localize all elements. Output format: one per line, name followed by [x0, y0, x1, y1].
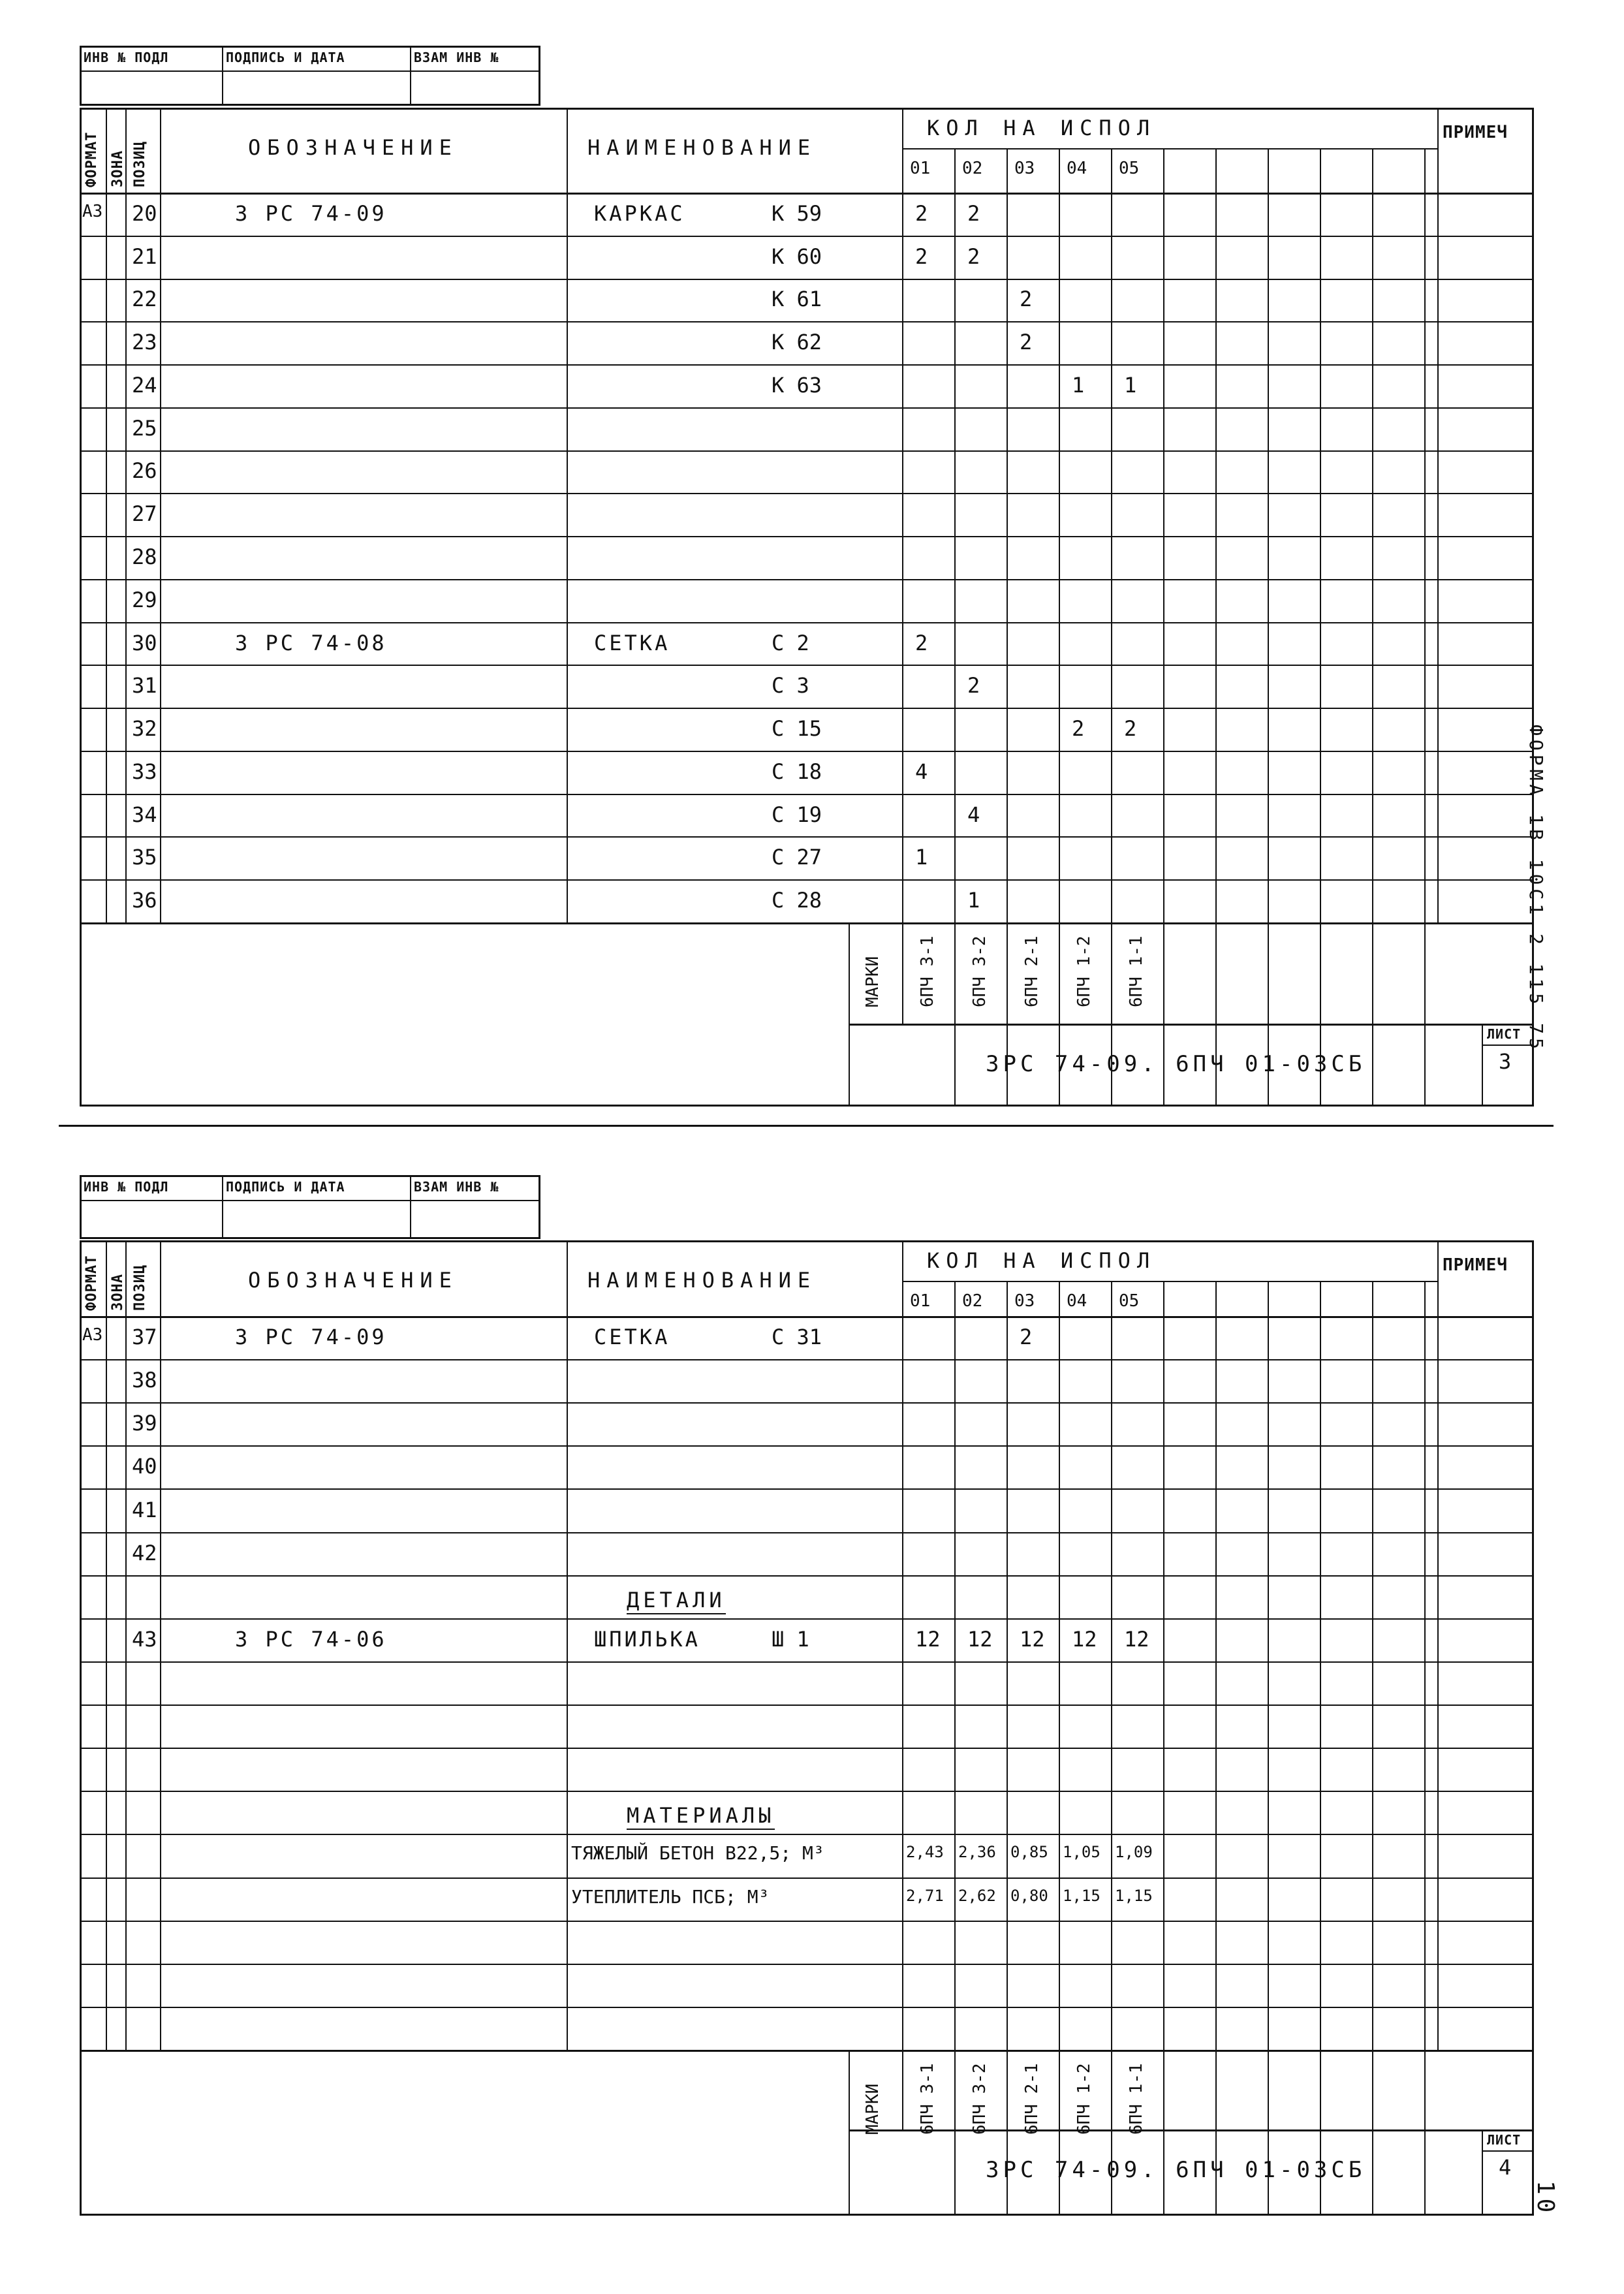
qty-cell: 2 — [1020, 1325, 1033, 1350]
header-name: НАИМЕНОВАНИЕ — [587, 135, 817, 160]
pos-cell: 28 — [132, 544, 157, 569]
marks-divider — [902, 922, 903, 1024]
qty-cell: 1 — [915, 845, 928, 870]
row-line — [80, 708, 1534, 709]
rows-bottom — [80, 922, 1534, 924]
stamp-col — [222, 46, 223, 106]
column-line — [902, 1240, 903, 2050]
qty-column-line — [1372, 148, 1373, 1107]
qty-cell: 12 — [1020, 1626, 1045, 1652]
exec-code: 03 — [1014, 1291, 1035, 1311]
mark-label: 6ПЧ 3-2 — [970, 935, 990, 1007]
pos-cell: 33 — [132, 759, 157, 784]
qty-cell: 1 — [967, 888, 980, 913]
qty-column-line — [1320, 148, 1321, 1107]
row-line — [80, 579, 1534, 580]
pos-cell: 27 — [132, 501, 157, 527]
pos-cell: 42 — [132, 1540, 157, 1565]
row-line — [80, 751, 1534, 752]
mark-label: 6ПЧ 3-2 — [970, 2063, 990, 2135]
qty-cell: 2 — [967, 673, 980, 699]
row-line — [80, 794, 1534, 795]
qty-column-line — [1268, 148, 1269, 1107]
qty-cell: 1 — [1124, 372, 1137, 398]
qty-cell: 2 — [1020, 287, 1033, 312]
sign-label: ПОДПИСЬ И ДАТА — [226, 1179, 345, 1195]
stamp-col — [410, 46, 411, 106]
qty-cell: 0,80 — [1010, 1886, 1048, 1905]
header-name: НАИМЕНОВАНИЕ — [587, 1268, 817, 1293]
designation-cell: 3 РС 74-08 — [235, 630, 387, 655]
mark-cell: С 15 — [772, 716, 822, 742]
mark-label: 6ПЧ 1-1 — [1127, 935, 1146, 1007]
sheet-number: 4 — [1499, 2155, 1512, 2180]
qty-cell: 2 — [1020, 330, 1033, 355]
name-cell: УТЕПЛИТЕЛЬ ПСБ; М³ — [571, 1885, 770, 1908]
row-line — [80, 536, 1534, 537]
section-title: МАТЕРИАЛЫ — [627, 1805, 775, 1830]
mark-cell: Ш 1 — [772, 1626, 809, 1652]
exec-code: 02 — [962, 1291, 983, 1311]
title-line — [849, 1024, 1534, 1026]
qty-cell: 2,43 — [906, 1843, 944, 1862]
qty-cell: 2 — [915, 630, 928, 655]
row-line — [80, 1359, 1534, 1360]
sheet-number: 3 — [1499, 1049, 1512, 1074]
mark-cell: К 61 — [772, 287, 822, 312]
qty-column-line — [954, 148, 956, 1107]
marks-label: МАРКИ — [863, 956, 882, 1007]
name-cell: ТЯЖЕЛЫЙ БЕТОН В22,5; М³ — [571, 1842, 824, 1864]
qty-cell: 2,62 — [958, 1886, 996, 1905]
column-line — [106, 108, 107, 922]
mark-cell: С 27 — [772, 845, 822, 870]
stamp-col — [410, 1175, 411, 1239]
page-number: 10 — [1532, 2180, 1559, 2217]
title-line — [849, 2129, 1534, 2131]
section-title: ДЕТАЛИ — [627, 1590, 726, 1614]
sheet-label: ЛИСТ — [1487, 2132, 1522, 2148]
qty-cell: 2 — [1072, 716, 1085, 742]
header-pos: ПОЗИЦ — [132, 140, 148, 187]
header-format: ФОРМАТ — [84, 131, 100, 187]
row-line — [80, 364, 1534, 366]
mark-label: 6ПЧ 2-1 — [1022, 2063, 1042, 2135]
qty-cell: 12 — [967, 1626, 993, 1652]
pos-cell: 38 — [132, 1368, 157, 1393]
pos-cell: 22 — [132, 287, 157, 312]
qty-column-line — [1059, 148, 1060, 1107]
rows-bottom — [80, 2050, 1534, 2052]
qty-cell: 2 — [915, 244, 928, 269]
sheet-cell-left — [1482, 2129, 1483, 2216]
column-line — [1437, 108, 1439, 922]
qty-cell: 2 — [915, 200, 928, 226]
header-pos: ПОЗИЦ — [132, 1264, 148, 1311]
name-cell: КАРКАС — [594, 200, 685, 226]
pos-cell: 30 — [132, 630, 157, 655]
mark-label: 6ПЧ 1-2 — [1074, 2063, 1094, 2135]
header-designation: ОБОЗНАЧЕНИЕ — [248, 135, 458, 160]
sheet-cell-left — [1482, 1024, 1483, 1107]
sheet-cell-split — [1482, 2150, 1534, 2152]
row-line — [80, 407, 1534, 409]
row-line — [80, 622, 1534, 623]
row-line — [80, 450, 1534, 452]
pos-cell: 32 — [132, 716, 157, 742]
qty-cell: 12 — [1124, 1626, 1149, 1652]
row-line — [80, 1791, 1534, 1792]
column-line — [125, 1240, 127, 2050]
column-line — [125, 108, 127, 922]
qty-header-split — [902, 1281, 1437, 1282]
column-line — [160, 108, 161, 922]
designation-cell: 3 РС 74-09 — [235, 1325, 387, 1350]
pos-cell: 29 — [132, 587, 157, 612]
qty-cell: 12 — [1072, 1626, 1097, 1652]
header-zone: ЗОНА — [110, 150, 126, 187]
qty-cell: 4 — [915, 759, 928, 784]
exec-code: 05 — [1119, 159, 1140, 178]
pos-cell: 31 — [132, 673, 157, 699]
header-qty: КОЛ НА ИСПОЛ — [927, 1248, 1157, 1273]
header-bottom — [80, 193, 1534, 195]
row-line — [80, 1661, 1534, 1663]
header-note: ПРИМЕЧ — [1443, 1255, 1508, 1275]
pos-cell: 40 — [132, 1454, 157, 1479]
exec-code: 03 — [1014, 159, 1035, 178]
column-line — [160, 1240, 161, 2050]
mark-cell: С 31 — [772, 1325, 822, 1350]
row-line — [80, 1445, 1534, 1447]
header-format: ФОРМАТ — [84, 1255, 100, 1311]
qty-cell: 2 — [1124, 716, 1137, 742]
mark-label: 6ПЧ 1-2 — [1074, 935, 1094, 1007]
row-line — [80, 2007, 1534, 2008]
exec-code: 01 — [910, 1291, 931, 1311]
sheet-separator — [59, 1125, 1554, 1127]
row-line — [80, 1532, 1534, 1533]
mark-cell: С 19 — [772, 802, 822, 827]
pos-cell: 34 — [132, 802, 157, 827]
name-cell: ШПИЛЬКА — [594, 1626, 700, 1652]
exec-code: 02 — [962, 159, 983, 178]
marks-left — [849, 2050, 850, 2216]
row-line — [80, 1575, 1534, 1577]
name-cell: СЕТКА — [594, 630, 670, 655]
qty-cell: 2 — [967, 200, 980, 226]
qty-column-line — [1163, 148, 1164, 1107]
marks-label: МАРКИ — [863, 2083, 882, 2135]
mark-label: 6ПЧ 2-1 — [1022, 935, 1042, 1007]
replace-label: ВЗАМ ИНВ № — [414, 50, 499, 65]
inv-label: ИНВ № ПОДЛ — [84, 1179, 169, 1195]
inv-label: ИНВ № ПОДЛ — [84, 50, 169, 65]
pos-cell: 20 — [132, 200, 157, 226]
spec-table — [80, 1240, 1534, 2216]
qty-cell: 2 — [967, 244, 980, 269]
exec-code: 04 — [1067, 1291, 1087, 1311]
row-line — [80, 1488, 1534, 1490]
mark-cell: К 63 — [772, 372, 822, 398]
pos-cell: 35 — [132, 845, 157, 870]
header-note: ПРИМЕЧ — [1443, 123, 1508, 142]
replace-label: ВЗАМ ИНВ № — [414, 1179, 499, 1195]
row-line — [80, 665, 1534, 666]
mark-label: 6ПЧ 3-1 — [918, 935, 937, 1007]
pos-cell: 23 — [132, 330, 157, 355]
row-line — [80, 1921, 1534, 1922]
mark-cell: К 62 — [772, 330, 822, 355]
qty-cell: 4 — [967, 802, 980, 827]
row-line — [80, 1878, 1534, 1879]
mark-cell: С 18 — [772, 759, 822, 784]
row-line — [80, 1618, 1534, 1620]
document-code: 3РС 74-09. 6ПЧ 01-03СБ — [986, 2157, 1366, 2183]
pos-cell: 36 — [132, 888, 157, 913]
row-line — [80, 493, 1534, 494]
pos-cell: 39 — [132, 1411, 157, 1436]
pos-cell: 26 — [132, 458, 157, 484]
column-line — [902, 108, 903, 922]
mark-cell: С 28 — [772, 888, 822, 913]
pos-cell: 25 — [132, 415, 157, 441]
qty-cell: 2,36 — [958, 1843, 996, 1862]
qty-cell: 1 — [1072, 372, 1085, 398]
qty-header-split — [902, 148, 1437, 149]
pos-cell: 43 — [132, 1626, 157, 1652]
mark-cell: С 3 — [772, 673, 809, 699]
header-qty: КОЛ НА ИСПОЛ — [927, 116, 1157, 140]
row-line — [80, 279, 1534, 280]
qty-cell: 0,85 — [1010, 1843, 1048, 1862]
qty-column-line — [1007, 148, 1008, 1107]
name-cell: СЕТКА — [594, 1325, 670, 1350]
row-line — [80, 1834, 1534, 1835]
header-bottom — [80, 1316, 1534, 1318]
pos-cell: 21 — [132, 244, 157, 269]
sheet-label: ЛИСТ — [1487, 1026, 1522, 1042]
qty-column-line — [1424, 148, 1426, 1107]
exec-code: 04 — [1067, 159, 1087, 178]
exec-code: 01 — [910, 159, 931, 178]
row-line — [80, 236, 1534, 237]
format-cell: А3 — [82, 201, 103, 221]
pos-cell: 37 — [132, 1325, 157, 1350]
marks-divider — [902, 2050, 903, 2129]
row-line — [80, 879, 1534, 881]
qty-cell: 1,15 — [1063, 1886, 1101, 1905]
qty-cell: 12 — [915, 1626, 941, 1652]
row-line — [80, 321, 1534, 322]
stamp-col — [222, 1175, 223, 1239]
qty-cell: 1,15 — [1115, 1886, 1153, 1905]
mark-label: 6ПЧ 1-1 — [1127, 2063, 1146, 2135]
row-line — [80, 1705, 1534, 1706]
designation-cell: 3 РС 74-06 — [235, 1626, 387, 1652]
row-line — [80, 836, 1534, 838]
mark-cell: К 59 — [772, 200, 822, 226]
mark-label: 6ПЧ 3-1 — [918, 2063, 937, 2135]
stamp-divider — [80, 1200, 540, 1201]
qty-column-line — [1111, 148, 1112, 1107]
marks-left — [849, 922, 850, 1107]
column-line — [106, 1240, 107, 2050]
pos-cell: 41 — [132, 1497, 157, 1522]
designation-cell: 3 РС 74-09 — [235, 200, 387, 226]
row-line — [80, 1964, 1534, 1965]
row-line — [80, 1748, 1534, 1749]
qty-column-line — [1215, 148, 1217, 1107]
mark-cell: С 2 — [772, 630, 809, 655]
qty-cell: 1,05 — [1063, 1843, 1101, 1862]
pos-cell: 24 — [132, 372, 157, 398]
row-line — [80, 1402, 1534, 1404]
qty-cell: 1,09 — [1115, 1843, 1153, 1862]
column-line — [567, 1240, 568, 2050]
header-zone: ЗОНА — [110, 1274, 126, 1311]
stamp-divider — [80, 71, 540, 72]
exec-code: 05 — [1119, 1291, 1140, 1311]
document-code: 3РС 74-09. 6ПЧ 01-03СБ — [986, 1051, 1366, 1077]
header-designation: ОБОЗНАЧЕНИЕ — [248, 1268, 458, 1293]
qty-cell: 2,71 — [906, 1886, 944, 1905]
mark-cell: К 60 — [772, 244, 822, 269]
form-code-label: ФОРМА 1В 10С1 2 115 75 — [1525, 725, 1547, 1053]
sign-label: ПОДПИСЬ И ДАТА — [226, 50, 345, 65]
format-cell: А3 — [82, 1325, 103, 1345]
column-line — [567, 108, 568, 922]
column-line — [1437, 1240, 1439, 2050]
